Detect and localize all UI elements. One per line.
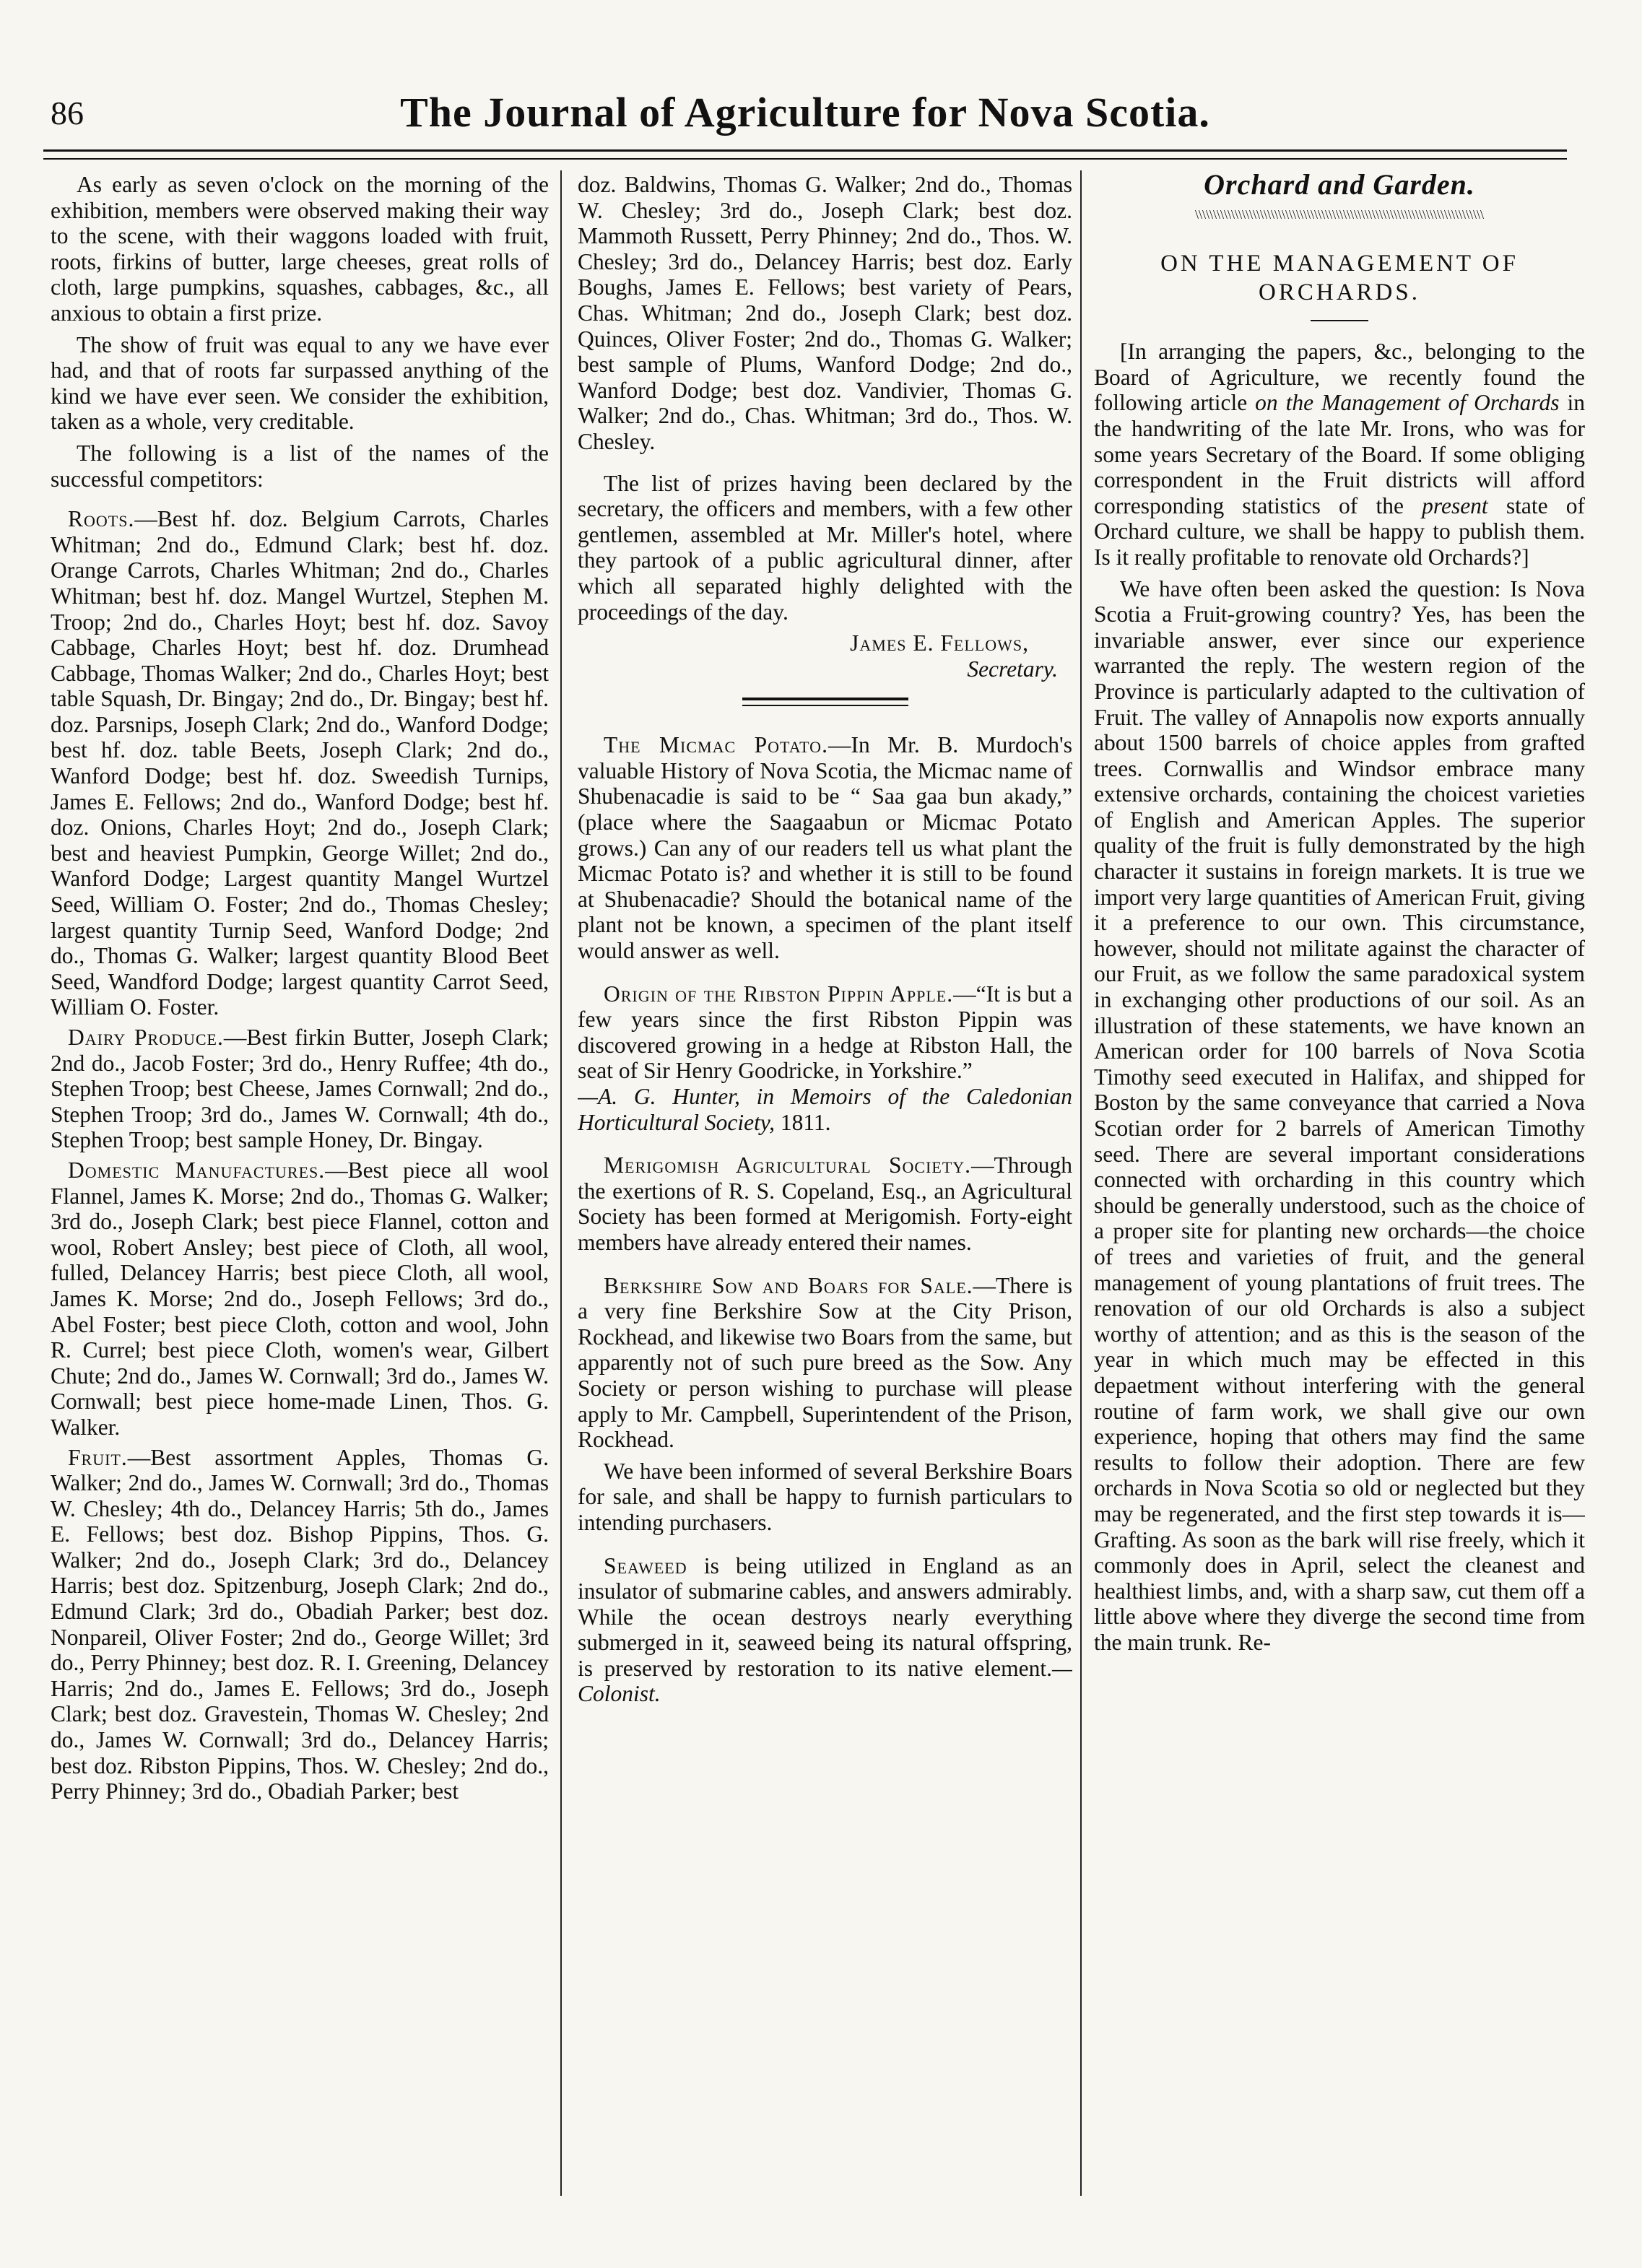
merigomish-society-item — [578, 1152, 1072, 1255]
item-text: —There is a very fine Berkshire Sow at the City Prison, Rockhead, and likewise two Boars from the same, but apparently not of such pure breed as the Sow. Any Society or person wishing to purchase will please apply to Mr. Campbell, Superintendent of the Prison, Rockhead. — [578, 1272, 1072, 1453]
prize-list-roots — [51, 506, 549, 1020]
column-divider — [1080, 170, 1082, 2196]
signature-title: Secretary. — [967, 656, 1058, 682]
berkshire-sale-item — [578, 1273, 1072, 1453]
item-text: —Through the exertions of R. S. Copeland, Esq., an Agricultural Society has been formed at Merigomish. Forty-eight members have already entered their names. — [578, 1152, 1072, 1255]
signature-name: James E. Fellows, — [850, 630, 1029, 656]
note-text: [In arranging the papers, &c., belonging to the Board of Agriculture, we recently found the following article — [1094, 339, 1585, 416]
citation-year: 1811. — [780, 1109, 831, 1135]
column-left — [51, 172, 549, 2189]
prize-list-fruit-continued: doz. Baldwins, Thomas G. Walker; 2nd do., Thomas W. Chesley; 3rd do., Joseph Clark; best doz. Mammoth Russett, Perry Phinney; 2nd do., Thos. W. Chesley; 3rd do., Delancey Harris; best doz. Early Boughs, James E. Fellows; best variety of Pears, Chas. Whitman; 2nd do., Joseph Clark; best doz. Quinces, Oliver Foster; 2nd do., Thomas G. Walker; best sample of Plums, Wanford Dodge; 2nd do., Wanford Dodge; best doz. Vandivier, Thomas G. Walker; 2nd do., Chas. Whitman; 3rd do., Thos. W. Chesley. — [578, 172, 1072, 454]
note-emphasis: on the Management of Orchards — [1255, 390, 1560, 416]
citation: —Colonist. — [578, 1655, 1072, 1707]
category-text: —Best piece all wool Flannel, James K. Morse; 2nd do., Thomas G. Walker; 3rd do., Joseph Clark; best piece Flannel, cotton and wool, Robert Ansley; best piece of Cloth, all wool, fulled, Delancey Harris; best piece Cloth, all wool, James K. Morse; 2nd do., Joseph Fellows; 3rd do., Abel Foster; best piece Cloth, cotton and wool, John R. Currel; best piece Cloth, women's wear, Gilbert Chute; 2nd do., James W. Cornwall; 3rd do., James W. Cornwall; best piece home-made Linen, Thos. G. Walker. — [51, 1157, 549, 1440]
item-heading: Origin of the Ribston Pippin Apple. — [604, 981, 954, 1007]
spacer — [578, 1261, 1072, 1273]
category-heading: Fruit. — [68, 1444, 128, 1470]
article-title: ON THE MANAGEMENT OF ORCHARDS. — [1160, 251, 1519, 306]
item-heading: Merigomish Agricultural Society. — [604, 1152, 972, 1178]
category-text: —Best assortment Apples, Thomas G. Walker; 2nd do., James W. Cornwall; 3rd do., Thomas W. Chesley; 4th do., Delancey Harris; 5th do., James E. Fellows; best doz. Bishop Pippins, Thos. G. Walker; 2nd do., Joseph Clark; 3rd do., Delancey Harris; best doz. Spitzenburg, Joseph Clark; 2nd do., Edmund Clark; 3rd do., Obadiah Parker; best doz. Nonpareil, Oliver Foster; 2nd do., George Willet; 3rd do., Perry Phinney; best doz. R. I. Greening, Delancey Harris; 2nd do., James E. Fellows; 3rd do., Joseph Clark; best doz. Gravestein, Thomas W. Chesley; 2nd do., James W. Cornwall; 3rd do., Delancey Harris; best doz. Ribston Pippins, Thos. W. Chesley; 2nd do., Perry Phinney; 3rd do., Obadiah Parker; best — [51, 1444, 549, 1804]
category-heading: Dairy Produce. — [68, 1025, 224, 1050]
citation: —A. G. Hunter, in Memoirs of the Caledonian Horticultural Society, — [578, 1084, 1072, 1135]
ribston-pippin-item — [578, 981, 1072, 1136]
spacer — [578, 1542, 1072, 1553]
category-text: —Best firkin Butter, Joseph Clark; 2nd do., Jacob Foster; 3rd do., Henry Ruffee; 4th do., Stephen Troop; best Cheese, James Cornwall; 2nd do., Stephen Troop; 3rd do., James W. Cornwall; 4th do., Stephen Troop; best sample Honey, Dr. Bingay. — [51, 1025, 549, 1153]
paragraph: We have been informed of several Berkshire Boars for sale, and shall be happy to furnish particulars to intending purchasers. — [578, 1458, 1072, 1535]
ornamental-rule: \\\\\\\\\\\\\\\\\\\\\\\\\\\\\\\\\\\\\\\\\\\\\\\\\\\\\\\\\\\\\\\\\\\\\\\\\\\\\\\\ — [1194, 207, 1485, 222]
column-middle — [578, 172, 1072, 2189]
article-body: We have often been asked the question: Is Nova Scotia a Fruit-growing country? Yes, has been the invariable answer, ever since our experience warranted the reply. The western region of the Province is particularly adapted to the cultivation of Fruit. The valley of Annapolis now exports annually about 1500 barrels of choice apples from grafted trees. Cornwallis and Windsor embrace many extensive orchards, containing the choicest varieties of English and American Apples. The superior quality of the fruit is fully demonstrated by the high character it sustains in foreign markets. It is true we import very large quantities of American Fruit, giving it a preference to our own. This circumstance, however, should not militate against the character of our Fruit, as we follow the same paradoxical system in exchanging other productions of our soil. As an illustration of these statements, we have known an American order for 100 barrels of Nova Scotia Timothy seed executed in Halifax, and shipped for Boston by the same conveyance that carried a Nova Scotian order for 2 barrels of American Timothy seed. There are several important considerations connected with orcharding in this country which should be generally understood, such as the choice of a proper site for planting new orchards—the choice of trees and varieties of fruit, and the general management of young plantations of fruit trees. The renovation of our old Orchards is also a subject worthy of attention; and as this is the season of the year in which much may be effected in this depaetment without interfering with the general routine of farm work, we shall give our own experience, hoping that others may find the same results to follow their adoption. There are few orchards in Nova Scotia so old or neglected but they may be regenerated, and the first step towards it is—Grafting. As soon as the bark will rise freely, which it commonly does in April, select the cleanest and healthiest limbs, and, with a sharp saw, cut them off a little above where they diverge the second time from the main trunk. Re- — [1094, 575, 1585, 1655]
spacer — [578, 1141, 1072, 1152]
spacer — [51, 498, 549, 506]
column-right — [1094, 172, 1585, 2189]
editor-note — [1094, 339, 1585, 570]
section-divider — [742, 698, 908, 706]
spacer — [578, 970, 1072, 981]
item-heading: The Micmac Potato. — [604, 732, 828, 758]
header-rule-thin — [43, 158, 1567, 160]
item-heading: Seaweed — [604, 1552, 687, 1578]
paragraph: The show of fruit was equal to any we have ever had, and that of roots far surpassed anything of the kind we have ever seen. We consider the exhibition, taken as a whole, very creditable. — [51, 331, 549, 435]
prize-list-domestic — [51, 1157, 549, 1441]
item-heading: Berkshire Sow and Boars for Sale. — [604, 1272, 973, 1298]
page-number: 86 — [51, 95, 84, 131]
paragraph: As early as seven o'clock on the morning of the exhibition, members were observed making their way to the scene, with their waggons loaded with fruit, roots, firkins of butter, large cheeses, great rolls of cloth, large pumpkins, squashes, cabbages, &c., all anxious to obtain a first prize. — [51, 172, 549, 326]
seaweed-item — [578, 1553, 1072, 1708]
category-heading: Roots. — [68, 506, 135, 532]
short-divider — [1311, 320, 1368, 321]
note-emphasis: present — [1422, 492, 1488, 518]
micmac-potato-item — [578, 732, 1072, 963]
spacer — [578, 461, 1072, 471]
category-text: —Best hf. doz. Belgium Carrots, Charles Whitman; 2nd do., Edmund Clark; best hf. doz. Orange Carrots, Charles Whitman; 2nd do., Charles Whitman; best hf. doz. Mangel Wurtzel, Stephen M. Troop; 2nd do., Charles Hoyt; best hf. doz. Savoy Cabbage, Charles Hoyt; best hf. doz. Drumhead Cabbage, Thomas Walker; 2nd do., Charles Hoyt; best table Squash, Dr. Bingay; 2nd do., Dr. Bingay; best hf. doz. Parsnips, Joseph Clark; 2nd do., Wanford Dodge; best hf. doz. table Beets, Joseph Clark; 2nd do., Wanford Dodge; best hf. doz. Sweedish Turnips, James E. Fellows; 2nd do., Wanford Dodge; best hf. doz. Onions, Charles Hoyt; 2nd do., Joseph Clark; best and heaviest Pumpkin, George Willet; 2nd do., Wanford Dodge; Largest quantity Mangel Wurtzel Seed, William O. Foster; 2nd do., Thomas Chesley; largest quantity Turnip Seed, Wanford Dodge; 2nd do., Thomas G. Walker; largest quantity Blood Beet Seed, Wandford Dodge; largest quantity Carrot Seed, William O. Foster. — [51, 506, 549, 1020]
header-rule — [43, 149, 1567, 152]
paragraph: The list of prizes having been declared by the secretary, the officers and members, with a few other gentlemen, assembled at Mr. Miller's hotel, where they partook of a public agricultural dinner, after which all separated highly delighted with the proceedings of the day. — [578, 470, 1072, 625]
page-header — [43, 78, 1567, 157]
note-text: in the handwriting of the late Mr. Irons, who was for some years Secretary of the Board. If some obliging correspondent in the Fruit districts will afford corresponding statistics of the — [1094, 390, 1585, 518]
column-divider — [560, 170, 562, 2196]
prize-list-dairy — [51, 1025, 549, 1153]
item-text: —In Mr. B. Murdoch's valuable History of Nova Scotia, the Micmac name of Shubenacadie is said to be “ Saa gaa bun akady,” (place where the Saagaabun or Micmac Potato grows.) Can any of our readers tell us what plant the Micmac Potato is? and whether it is still to be found at Shubenacadie? Should the botanical name of the plant not be known, a specimen of the plant itself would answer as well. — [578, 732, 1072, 964]
item-text: is being utilized in England as an insulator of submarine cables, and answers admirably. While the ocean destroys nearly everything submerged in it, seaweed being its natural offspring, is preserved by restoration to its native element. — [578, 1552, 1072, 1681]
note-text: state of Orchard culture, we shall be happy to publish them. Is it really profitable to renovate old Orchards?] — [1094, 492, 1585, 570]
item-text: —“It is but a few years since the first Ribston Pippin was discovered growing in a hedge at Ribston Hall, the seat of Sir Henry Goodricke, in Yorkshire.” — [578, 981, 1072, 1084]
journal-title: The Journal of Agriculture for Nova Scotia. — [400, 89, 1210, 136]
prize-list-fruit — [51, 1445, 549, 1804]
section-title: Orchard and Garden. — [1204, 172, 1475, 201]
paragraph: The following is a list of the names of the successful competitors: — [51, 440, 549, 492]
category-heading: Domestic Manufactures. — [68, 1157, 326, 1183]
